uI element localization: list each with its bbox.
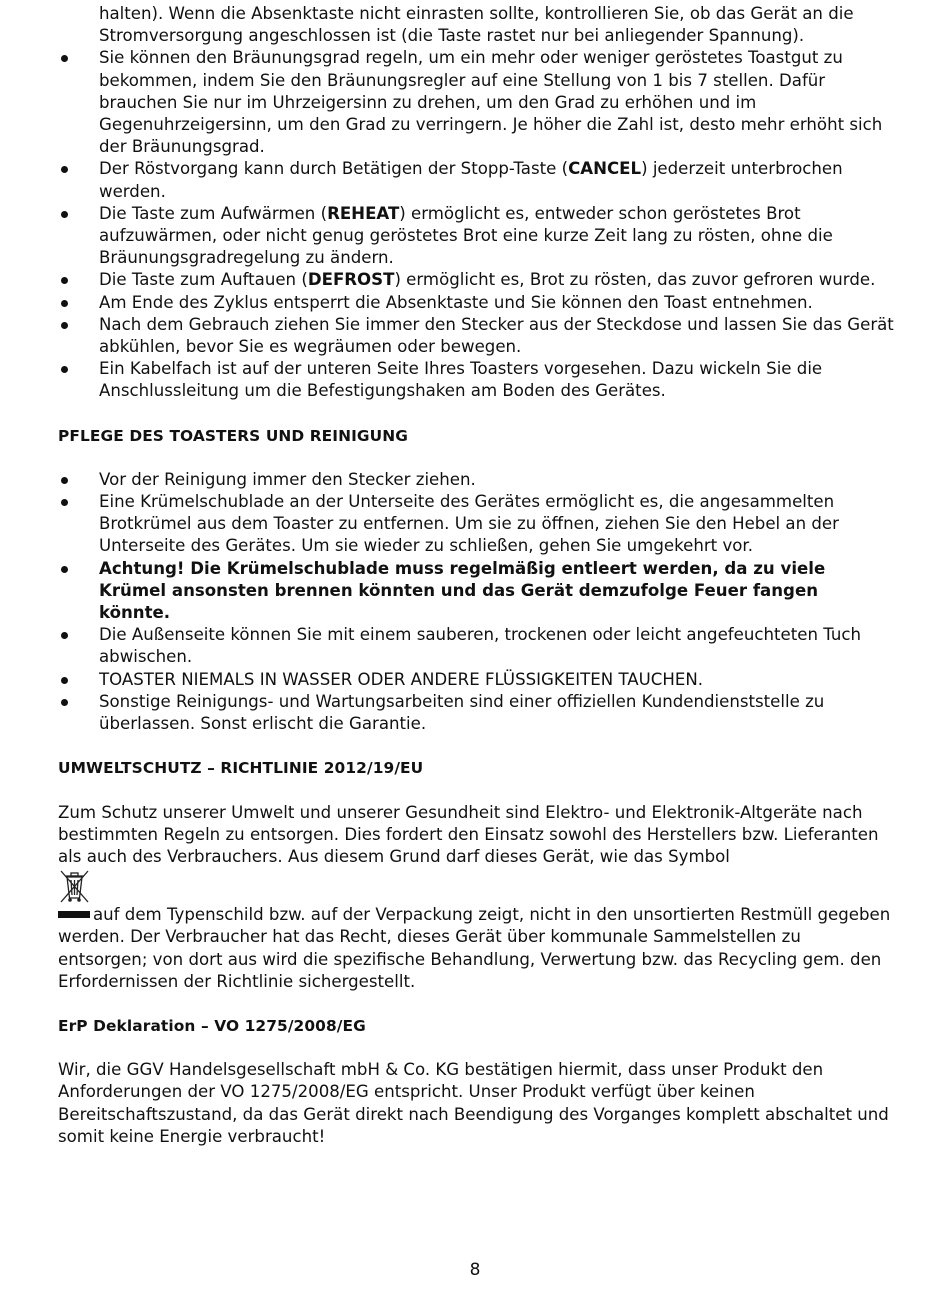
list-item [58, 47, 894, 158]
button-name-reheat: REHEAT [327, 203, 400, 223]
list-item [58, 469, 894, 491]
section-heading-environment: UMWELTSCHUTZ – RICHTLINIE 2012/19/EU [58, 759, 424, 778]
list-item-text: ) ermöglicht es, Brot zu rösten, das zuvor gefroren wurde. [394, 270, 876, 290]
button-name-defrost: DEFROST [307, 270, 395, 290]
document-page [58, 3, 894, 1148]
weee-crossed-bin-icon [58, 868, 90, 904]
list-item-text: halten). Wenn die Absenktaste nicht einrasten sollte, kontrollieren Sie, ob das Gerät an die Stromversorgung angeschlossen ist (die Taste rastet nur bei anliegender Spannung). [99, 4, 854, 46]
list-item-text: TOASTER NIEMALS IN WASSER ODER ANDERE FLÜSSIGKEITEN TAUCHEN. [99, 669, 704, 689]
list-item [58, 314, 894, 358]
list-item [58, 158, 894, 202]
list-item [58, 203, 894, 270]
list-item-text: Sie können den Bräunungsgrad regeln, um ein mehr oder weniger geröstetes Toastgut zu bekommen, indem Sie den Bräunungsregler auf eine Stellung von 1 bis 7 stellen. Dafür brauchen Sie nur im Uhrzeigersinn zu drehen, um den Grad zu erhöhen und im Gegenuhrzeigersinn, um den Grad zu verringern. Je höher die Zahl ist, desto mehr erhöht sich der Bräunungsgrad. [99, 48, 883, 157]
operation-list [58, 3, 894, 403]
erp-paragraph: Wir, die GGV Handelsgesellschaft mbH & Co. KG bestätigen hiermit, dass unser Produkt den Anforderungen der VO 1275/2008/EG entspricht. Unser Produkt verfügt über keinen Bereitschaftszustand, da das Gerät direkt nach Beendigung des Vorganges komplett abschaltet und somit keine Energie verbraucht! [58, 1060, 889, 1146]
environment-paragraph-continued [58, 904, 894, 993]
list-item-text: ) ermöglicht es, entweder schon geröstetes Brot aufzuwärmen, oder nicht genug geröstetes Brot eine kurze Zeit lang zu rösten, ohne die Bräunungsgradregelung zu ändern. [99, 203, 833, 268]
warning-text: Achtung! Die Krümelschublade muss regelmäßig entleert werden, da zu viele Krümel ansonsten brennen könnten und das Gerät demzufolge Feuer fangen könnte. [99, 558, 826, 623]
list-item [58, 669, 894, 691]
list-item-text: Am Ende des Zyklus entsperrt die Absenktaste und Sie können den Toast entnehmen. [99, 292, 813, 312]
list-item [58, 269, 894, 291]
list-item [58, 491, 894, 558]
list-item-text: Sonstige Reinigungs- und Wartungsarbeiten sind einer offiziellen Kundendienststelle zu überlassen. Sonst erlischt die Garantie. [99, 691, 825, 734]
list-item-text: ) jederzeit unterbrochen werden. [99, 159, 843, 201]
list-item [58, 358, 894, 402]
list-item-text: Die Außenseite können Sie mit einem sauberen, trockenen oder leicht angefeuchteten Tuch abwischen. [99, 625, 862, 667]
weee-bar-icon [58, 911, 90, 918]
page-number: 8 [469, 1260, 481, 1280]
list-item [58, 3, 894, 47]
list-item [58, 624, 894, 668]
list-item-text: Die Taste zum Aufwärmen ( [99, 203, 328, 223]
button-name-cancel: CANCEL [568, 159, 642, 179]
care-list [58, 469, 894, 735]
list-item-warning [58, 558, 894, 625]
list-item [58, 691, 894, 735]
list-item-text: Vor der Reinigung immer den Stecker ziehen. [99, 469, 476, 489]
paragraph-text: auf dem Typenschild bzw. auf der Verpackung zeigt, nicht in den unsortierten Restmüll gegeben werden. Der Verbraucher hat das Recht, dieses Gerät über kommunale Sammelstellen zu entsorgen; von dort aus wird die spezifische Behandlung, Verwertung bzw. das Recycling gem. den Erfordernissen der Richtlinie sichergestellt. [58, 905, 891, 991]
list-item-text: Die Taste zum Auftauen ( [99, 270, 308, 290]
list-item-text: Ein Kabelfach ist auf der unteren Seite Ihres Toasters vorgesehen. Dazu wickeln Sie die Anschlussleitung um die Befestigungshaken am Boden des Gerätes. [99, 359, 823, 401]
list-item-text: Nach dem Gebrauch ziehen Sie immer den Stecker aus der Steckdose und lassen Sie das Gerät abkühlen, bevor Sie es wegräumen oder bewegen. [99, 314, 894, 357]
section-heading-erp: ErP Deklaration – VO 1275/2008/EG [58, 1016, 366, 1035]
environment-paragraph: Zum Schutz unserer Umwelt und unserer Gesundheit sind Elektro- und Elektronik-Altgeräte nach bestimmten Regeln zu entsorgen. Dies fordert den Einsatz sowohl des Herstellers bzw. Lieferanten als auch des Verbrauchers. Aus diesem Grund darf dieses Gerät, wie das Symbol [58, 802, 879, 866]
list-item-text: Eine Krümelschublade an der Unterseite des Gerätes ermöglicht es, die angesammelten Brotkrümel aus dem Toaster zu entfernen. Um sie zu öffnen, ziehen Sie den Hebel an der Unterseite des Gerätes. Um sie wieder zu schließen, gehen Sie umgekehrt vor. [99, 492, 839, 556]
list-item [58, 292, 894, 314]
list-item-text: Der Röstvorgang kann durch Betätigen der Stopp-Taste ( [99, 159, 569, 179]
section-heading-care: PFLEGE DES TOASTERS UND REINIGUNG [58, 426, 408, 445]
